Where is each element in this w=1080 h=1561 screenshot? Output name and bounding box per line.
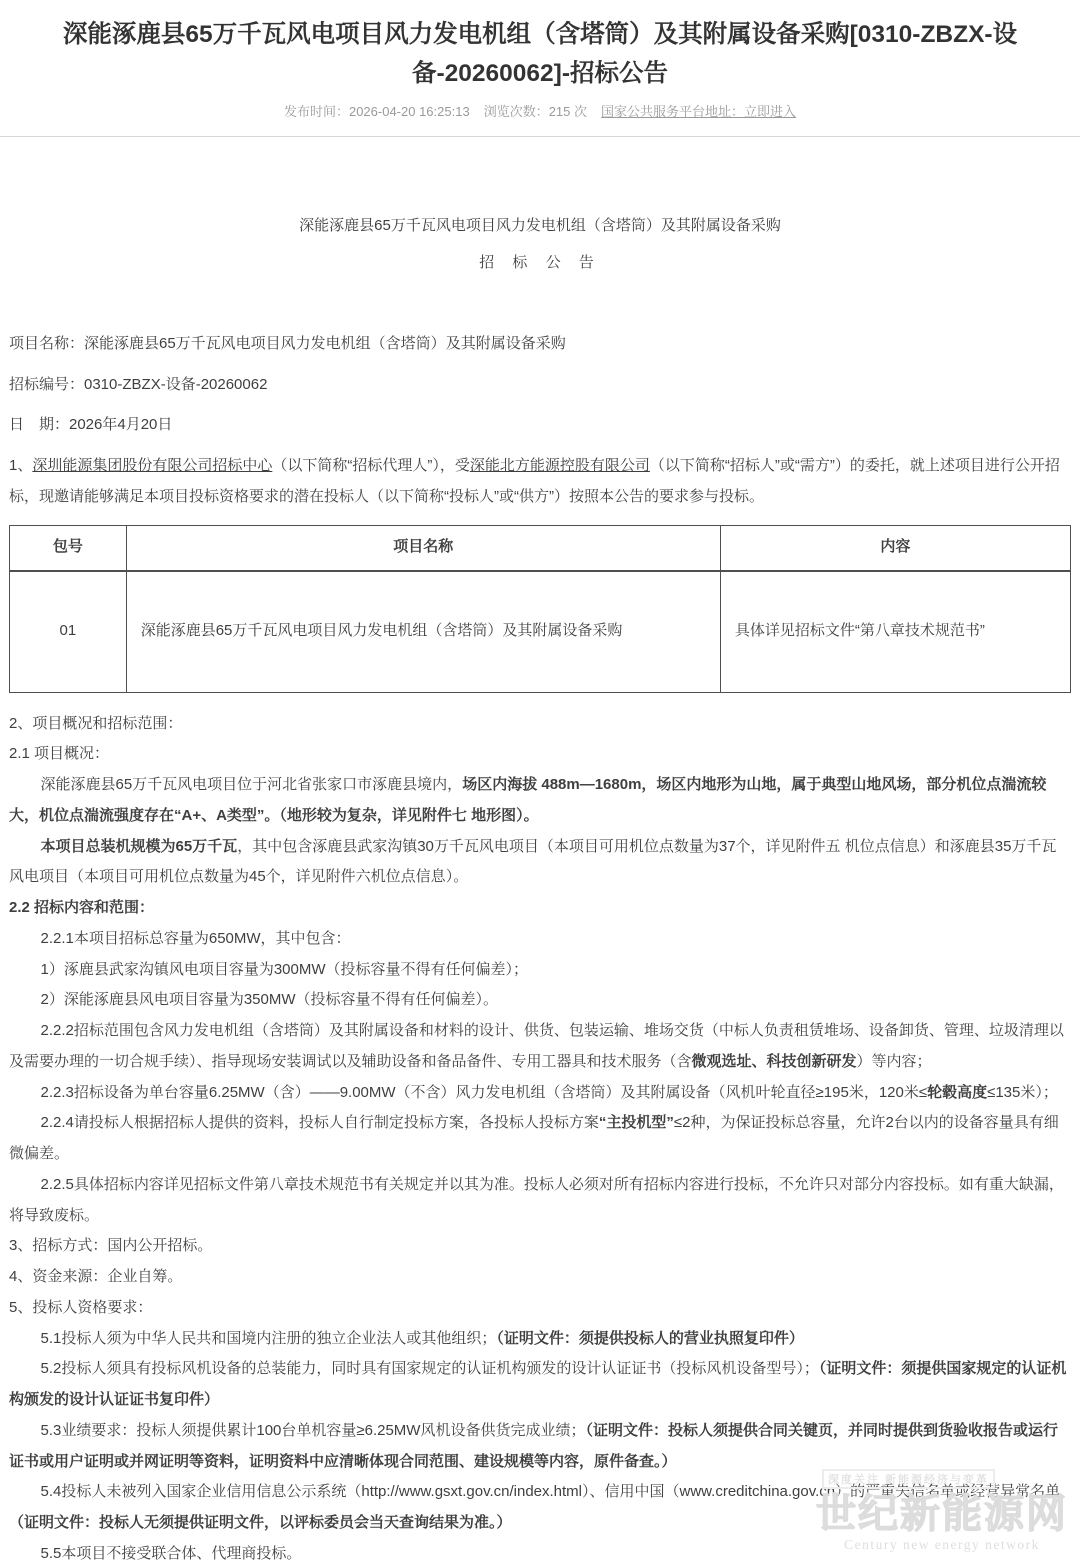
table-header-cell: 项目名称	[126, 525, 720, 571]
text-run: 2.2.2招标范围包含风力发电机组（含塔筒）及其附属设备和材料的设计、供货、包装运输、堆场交货（中标人负责租赁堆场、设备卸货、管理、垃圾清理以及需要办理的一切合规手续）、指导现场安装调试以及辅助设备和备品备件、专用工器具和技术服务（含	[9, 1022, 1064, 1070]
inline-link[interactable]: 深能北方能源控股有限公司	[469, 457, 650, 475]
paragraph	[9, 955, 1071, 986]
page-header	[0, 16, 1080, 120]
text-run: 轮毂高度	[927, 1083, 988, 1101]
text-run: （证明文件：投标人须提供合同关键页，并同时提供到货验收报告或运行证书或用户证明或并网证明等资料，证明资料中应清晰体现合同范围、建设规模等内容，原件备查。）	[9, 1421, 1058, 1470]
watermark-tagline: 深度关注 新能源经济与变革	[822, 1469, 995, 1489]
text-run: ≤2种，为保证投标总容量，允许2台以内的设备容量具有细微偏差。	[9, 1114, 1059, 1163]
text-run: 3、招标方式：国内公开招标。	[9, 1237, 213, 1255]
text-run: 4、资金来源：企业自筹。	[9, 1268, 183, 1286]
meta-item: 浏览次数：215 次	[483, 104, 587, 120]
paragraph	[9, 709, 1071, 740]
paragraph	[9, 1170, 1071, 1232]
text-run: 5.4投标人未被列入国家企业信用信息公示系统（http://www.gsxt.gov.cn/index.html）、信用中国（www.creditchina.gov.cn）的严重失信名单或经营异常名单	[40, 1483, 1061, 1501]
text-run: 2.2.4请投标人根据招标人提供的资料，投标人自行制定投标方案，各投标人投标方案	[40, 1114, 599, 1132]
table-cell: 具体详见招标文件“第八章技术规范书”	[720, 571, 1070, 693]
table-row	[10, 571, 1071, 693]
field-line: 招标编号：0310-ZBZX-设备-20260062	[9, 375, 268, 393]
table-cell: 深能涿鹿县65万千瓦风电项目风力发电机组（含塔筒）及其附属设备采购	[126, 571, 720, 693]
paragraph	[9, 451, 1071, 513]
text-run: 2、项目概况和招标范围：	[9, 714, 183, 732]
table-header-cell: 内容	[720, 525, 1070, 571]
paragraph	[9, 739, 1071, 770]
meta-item: 发布时间：2026-04-20 16:25:13	[283, 104, 470, 120]
document-title: 深能涿鹿县65万千瓦风电项目风力发电机组（含塔筒）及其附属设备采购	[299, 217, 781, 235]
document-subtitle: 招 标 公 告	[479, 254, 601, 272]
paragraph	[9, 985, 1071, 1016]
text-run: （证明文件：须提供投标人的营业执照复印件）	[496, 1329, 804, 1347]
paragraph	[9, 1262, 1071, 1293]
meta-bar	[0, 101, 1080, 120]
paragraph	[9, 1293, 1071, 1324]
paragraph	[9, 832, 1071, 894]
platform-link[interactable]: 国家公共服务平台地址：立即进入	[601, 104, 797, 120]
inline-link[interactable]: 深圳能源集团股份有限公司招标中心	[32, 457, 273, 475]
text-run: 5.3业绩要求：投标人须提供累计100台单机容量≥6.25MW风机设备供货完成业绩；	[40, 1421, 586, 1439]
field-line: 项目名称：深能涿鹿县65万千瓦风电项目风力发电机组（含塔筒）及其附属设备采购	[9, 334, 566, 352]
page-title: 深能涿鹿县65万千瓦风电项目风力发电机组（含塔筒）及其附属设备采购[0310-ZBZX-设备-20260062]-招标公告	[62, 21, 1018, 87]
table-body	[10, 571, 1071, 693]
text-run: 5.1投标人须为中华人民共和国境内注册的独立企业法人或其他组织；	[40, 1329, 497, 1347]
text-run: 场区内海拔 488m—1680m，场区内地形为山地，属于典型山地风场，部分机位点湍流较大，机位点湍流强度存在“A+、A类型”。（地形较为复杂，详见附件七 地形图）。	[9, 776, 1047, 824]
text-run: 2.2.5具体招标内容详见招标文件第八章技术规范书有关规定并以其为准。投标人必须对所有招标内容进行投标，不允许只对部分内容投标。如有重大缺漏，将导致废标。	[9, 1175, 1064, 1224]
text-run: （证明文件：投标人无须提供证明文件，以评标委员会当天查询结果为准。）	[9, 1514, 512, 1532]
paragraph	[9, 1231, 1071, 1262]
paragraph	[9, 770, 1071, 832]
watermark-subtitle: Century new energy network	[844, 1537, 1040, 1552]
table-header-row	[10, 525, 1071, 571]
text-run: ）等内容；	[856, 1052, 932, 1070]
text-run: 2.2 招标内容和范围：	[9, 899, 155, 917]
table-header-cell: 包号	[10, 525, 127, 571]
paragraph	[9, 1477, 1071, 1539]
document	[0, 211, 1080, 1561]
text-run: 5.5本项目不接受联合体、代理商投标。	[40, 1544, 302, 1561]
text-run: 本项目总装机规模为65万千瓦	[40, 837, 238, 855]
paragraph	[9, 1078, 1071, 1109]
paragraph	[9, 893, 1071, 924]
table-cell: 01	[10, 571, 127, 693]
document-body	[9, 709, 1071, 1561]
text-run: 2）深能涿鹿县风电项目容量为350MW（投标容量不得有任何偏差）。	[40, 991, 499, 1009]
text-run: 深能涿鹿县65万千瓦风电项目位于河北省张家口市涿鹿县境内，	[40, 776, 463, 794]
paragraph	[9, 1539, 1071, 1561]
paragraph	[9, 924, 1071, 955]
text-run: “主投机型”	[598, 1114, 674, 1132]
paragraph	[9, 1016, 1071, 1078]
text-run: 2.2.1本项目招标总容量为650MW，其中包含：	[40, 929, 351, 947]
field-line: 日 期：2026年4月20日	[9, 416, 173, 434]
watermark-brand: 世纪新能源网	[816, 1492, 1068, 1536]
text-run: （以下简称“招标代理人”），受	[272, 457, 470, 475]
text-run: （以下简称“招标人”或“需方”）的委托，就上述项目进行公开招标，现邀请能够满足本项目投标资格要求的潜在投标人（以下简称“投标人”或“供方”）按照本公告的要求参与投标。	[9, 457, 1060, 505]
text-run: 2.1 项目概况：	[9, 745, 110, 763]
paragraph	[9, 1354, 1071, 1416]
paragraph	[9, 1324, 1071, 1355]
divider	[0, 136, 1080, 137]
text-run: 5、投标人资格要求：	[9, 1298, 153, 1316]
text-run: 5.2投标人须具有投标风机设备的总装能力，同时具有国家规定的认证机构颁发的设计认证证书（投标风机设备型号）；	[40, 1360, 819, 1378]
text-run: ，其中包含涿鹿县武家沟镇30万千瓦风电项目（本项目可用机位点数量为37个，详见附件五 机位点信息）和涿鹿县35万千瓦风电项目（本项目可用机位点数量为45个，详见附件六机位点信息）。	[9, 837, 1057, 886]
document-fields	[9, 329, 1071, 441]
paragraph	[9, 1108, 1071, 1170]
packages-table	[9, 525, 1071, 693]
text-run: 微观选址、科技创新研发	[691, 1052, 857, 1070]
intro-paragraphs	[9, 451, 1071, 513]
text-run: 1、	[9, 457, 33, 475]
text-run: ≤135米）；	[987, 1083, 1058, 1101]
paragraph	[9, 1416, 1071, 1478]
text-run: （证明文件：须提供国家规定的认证机构颁发的设计认证证书复印件）	[9, 1360, 1067, 1409]
text-run: 2.2.3招标设备为单台容量6.25MW（含）——9.00MW（不含）风力发电机组（含塔筒）及其附属设备（风机叶轮直径≥195米，120米≤	[40, 1083, 928, 1101]
text-run: 1）涿鹿县武家沟镇风电项目容量为300MW（投标容量不得有任何偏差）；	[40, 960, 529, 978]
